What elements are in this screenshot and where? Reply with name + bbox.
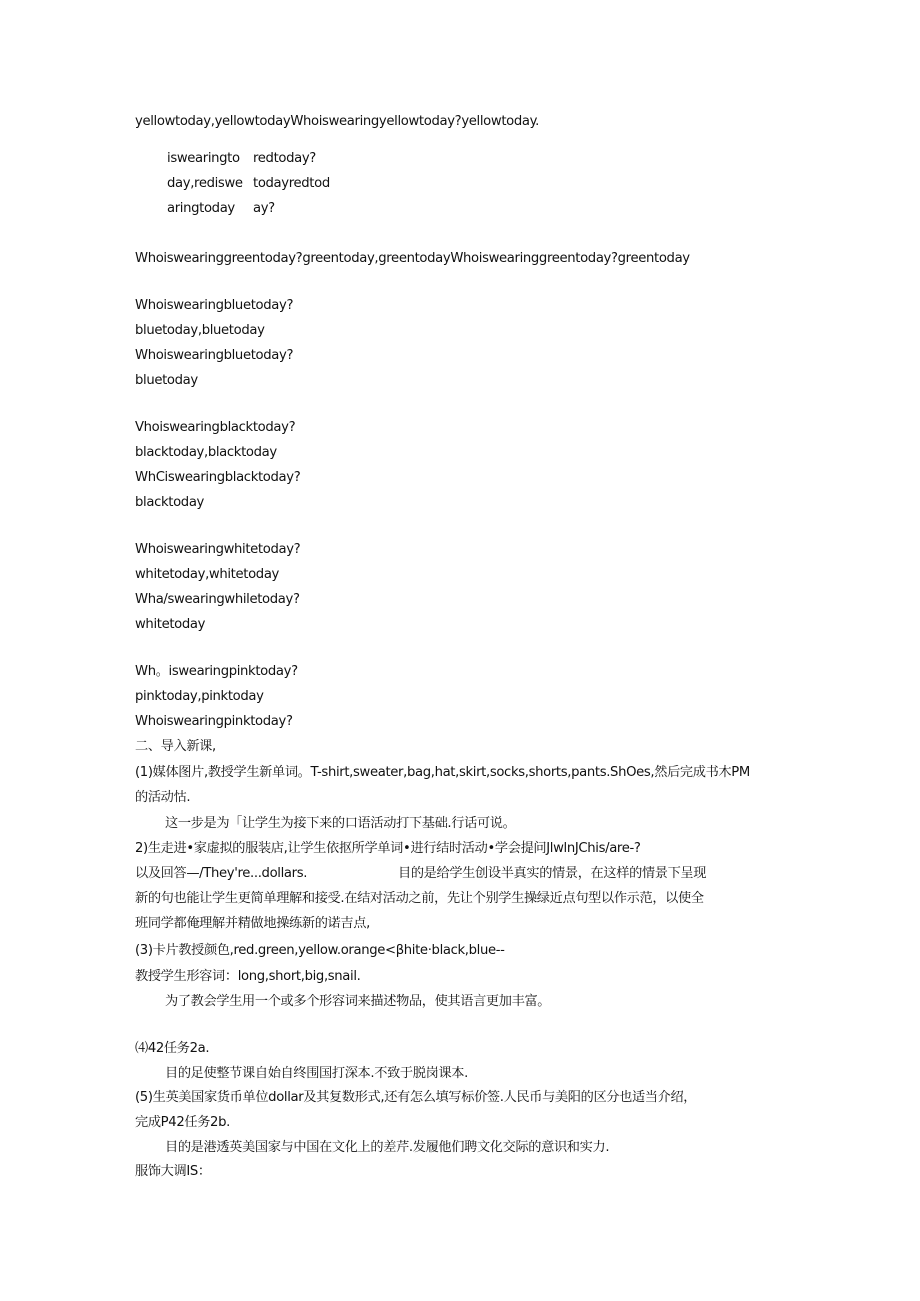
table-cell: iswearingto	[167, 151, 240, 166]
step-5-note: 目的是港透英美国家与中国在文化上的差芹.发履他们聘文化交际的意识和实力.	[165, 1140, 610, 1155]
section-heading: 二、导入新课,	[135, 739, 216, 754]
step-3-note: 为了教会学生用一个或多个形容词来描述物品，使其语言更加丰富。	[165, 994, 551, 1009]
step-3-text: (3)卡片教授颜色,red.green,yellow.orange<βhite·black,blue--	[135, 943, 505, 958]
step-3-text: 教授学生形容词：long,short,big,snail.	[135, 969, 361, 984]
chant-line: WhCiswearingblacktoday?	[135, 470, 301, 485]
step-5-text: 完成P42任务2b.	[135, 1115, 230, 1130]
table-cell: redtoday?	[253, 151, 316, 166]
step-2-text: 班同学都俺理解并精做地操练新的诺吉点,	[135, 916, 370, 931]
table-cell: todayredtod	[253, 176, 330, 191]
table-cell: ay?	[253, 201, 275, 216]
chant-line: Whoiswearingbluetoday?	[135, 348, 294, 363]
chant-line: Whoiswearingbluetoday?	[135, 298, 294, 313]
chant-yellow: yellowtoday,yellowtodayWhoiswearingyellowtoday?yellowtoday.	[135, 114, 540, 129]
step-4-text: ⑷42任务2a.	[135, 1041, 210, 1056]
step-1-text: 的活动怙.	[135, 790, 191, 805]
step-1-text: (1)媒体图片,教授学生新单词。T-shirt,sweater,bag,hat,skirt,socks,shorts,pants.ShOes,然后完成书木PM	[135, 765, 750, 780]
closing-line: 服饰大调IS：	[135, 1164, 211, 1179]
step-2-text: 新的句也能让学生更简单理解和接受.在结对活动之前，先让个别学生操绿近点句型以作示范，以使全	[135, 891, 704, 906]
table-cell: aringtoday	[167, 201, 235, 216]
chant-line: blacktoday	[135, 495, 204, 510]
chant-line: Whoiswearingwhitetoday?	[135, 542, 301, 557]
chant-line: pinktoday,pinktoday	[135, 689, 264, 704]
table-cell: day,rediswe	[167, 176, 243, 191]
step-1-note: 这一步是为「让学生为接下来的口语活动打下基础.行话可说。	[165, 816, 516, 831]
step-2-text: 以及回答—/They're...dollars.	[135, 866, 308, 881]
chant-line: Wh。iswearingpinktoday?	[135, 664, 298, 679]
chant-line: Whoiswearingpinktoday?	[135, 714, 293, 729]
chant-line: bluetoday	[135, 373, 198, 388]
chant-green: Whoiswearinggreentoday?greentoday,greentodayWhoiswearinggreentoday?greentoday	[135, 251, 690, 266]
step-4-note: 目的足使整节课自始自终围国打深本.不致于脱岗课本.	[165, 1066, 468, 1081]
chant-line: bluetoday,bluetoday	[135, 323, 265, 338]
step-5-text: (5)生英美国家货币单位dollar及其复数形式,还有怎么填写标价签.人民币与美阳的区分也适当介绍，	[135, 1090, 697, 1105]
chant-line: whitetoday	[135, 617, 206, 632]
step-2-purpose: 目的是给学生创设半真实的情景，在这样的情景下呈现	[398, 866, 707, 881]
chant-line: Wha/swearingwhiletoday?	[135, 592, 300, 607]
step-2-text: 2)生走进•家虚拟的服装店,让学生依抠所学单词•进行结时活动•学会提问JlwlnJChis/are-?	[135, 841, 641, 856]
chant-line: whitetoday,whitetoday	[135, 567, 280, 582]
chant-line: Vhoiswearingblacktoday?	[135, 420, 296, 435]
chant-line: blacktoday,blacktoday	[135, 445, 277, 460]
